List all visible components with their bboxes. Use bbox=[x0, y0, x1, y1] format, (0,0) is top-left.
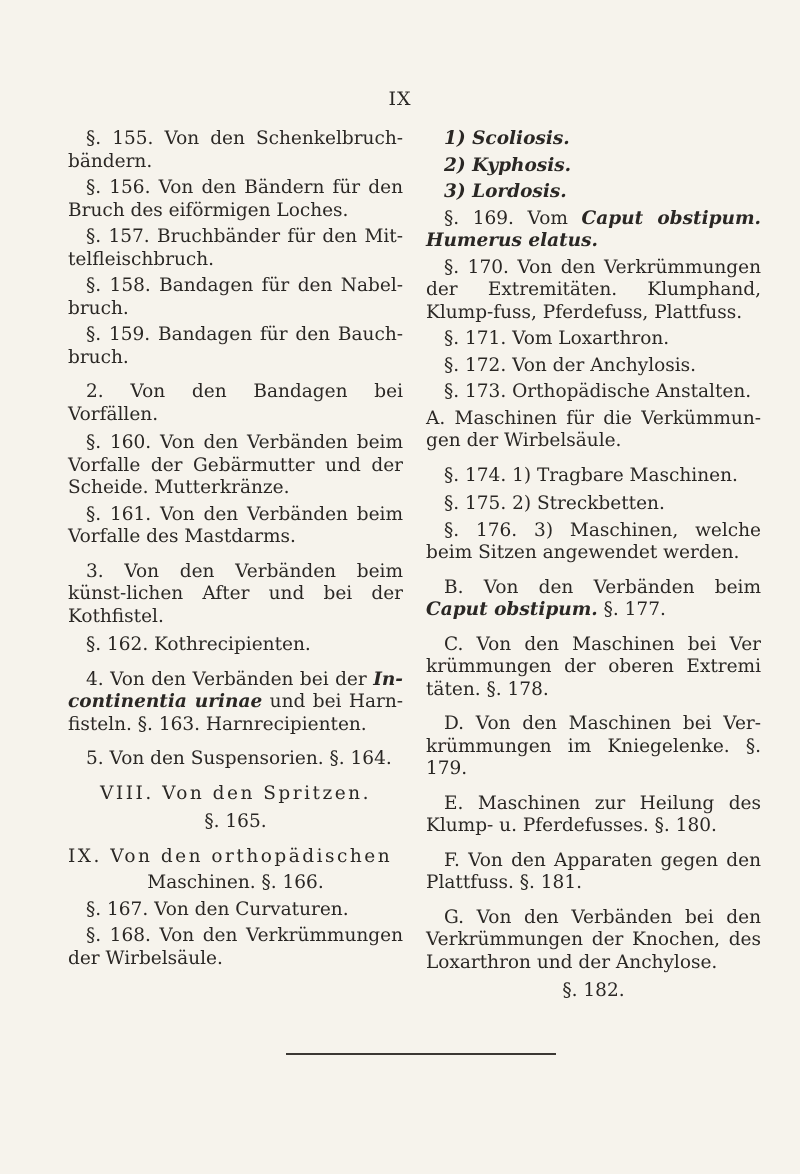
heading-c: C. Von den Maschinen bei Ver krümmungen der oberen Extremi täten. §. 178. bbox=[426, 633, 761, 700]
entry-170: §. 170. Von den Verkrümmungen der Extremitäten. Klumphand, Klump-fuss, Pferdefuss, Plattfuss. bbox=[426, 256, 761, 323]
heading-4-text-b: und bei Harn-fisteln. §. 163. Harnrecipienten. bbox=[68, 691, 403, 735]
entry-172: §. 172. Von der Anchylosis. bbox=[444, 354, 697, 376]
entry-175: §. 175. 2) Streckbetten. bbox=[444, 493, 665, 514]
entry-167: §. 167. Von den Curvaturen. bbox=[86, 898, 349, 920]
heading-3: 3. Von den Verbänden beim künst-lichen After und bei der Kothfistel. bbox=[68, 560, 403, 627]
entry-169-italic: Caput obstipum. Humerus elatus. bbox=[426, 207, 761, 251]
page-number: IX bbox=[388, 88, 412, 110]
heading-2: 2. Von den Bandagen bei Vorfällen. bbox=[68, 381, 403, 425]
heading-4-italic: In-continentia urinae bbox=[68, 668, 403, 712]
section-8-ref: §. 165. bbox=[204, 811, 267, 832]
entry-158: §. 158. Bandagen für den Nabel-bruch. bbox=[68, 275, 403, 319]
left-column bbox=[68, 128, 403, 974]
entry-159: §. 159. Bandagen für den Bauch-bruch. bbox=[68, 324, 403, 368]
list-lordosis: 3) Lordosis. bbox=[444, 181, 567, 202]
heading-b-text-a: B. Von den Verbänden beim bbox=[444, 576, 761, 598]
entry-157: §. 157. Bruchbänder für den Mit-telfleischbruch. bbox=[68, 226, 403, 270]
heading-e: E. Maschinen zur Heilung des Klump- u. Pferdefusses. §. 180. bbox=[426, 792, 761, 836]
list-scoliosis: 1) Scoliosis. bbox=[444, 128, 570, 149]
heading-b bbox=[426, 577, 761, 622]
heading-b-text-b: §. 177. bbox=[603, 599, 666, 620]
heading-g-ref: §. 182. bbox=[562, 980, 625, 1001]
section-9-title: IX. Von den orthopädischen bbox=[68, 845, 393, 867]
list-kyphosis: 2) Kyphosis. bbox=[444, 154, 572, 176]
section-9-ref: Maschinen. §. 166. bbox=[147, 872, 324, 893]
entry-173: §. 173. Orthopädische Anstalten. bbox=[444, 381, 752, 402]
right-column bbox=[426, 128, 761, 1007]
entry-176: §. 176. 3) Maschinen, welche beim Sitzen angewendet werden. bbox=[426, 519, 761, 563]
heading-a: A. Maschinen für die Verkümmun-gen der Wirbelsäule. bbox=[426, 407, 761, 451]
heading-f: F. Von den Apparaten gegen den Plattfuss. §. 181. bbox=[426, 849, 761, 893]
entry-168: §. 168. Von den Verkrümmungen der Wirbelsäule. bbox=[68, 925, 403, 969]
entry-174: §. 174. 1) Tragbare Maschinen. bbox=[444, 464, 738, 486]
entry-169-text: §. 169. Vom bbox=[444, 207, 568, 229]
section-8-title: VIII. Von den Spritzen. bbox=[100, 782, 371, 804]
entry-169 bbox=[426, 208, 761, 253]
entry-161: §. 161. Von den Verbänden beim Vorfalle des Mastdarms. bbox=[68, 503, 403, 547]
entry-160: §. 160. Von den Verbänden beim Vorfalle der Gebärmutter und der Scheide. Mutterkränze. bbox=[68, 432, 403, 498]
heading-b-italic: Caput obstipum. bbox=[426, 599, 598, 620]
heading-g: G. Von den Verbänden bei den Verkrümmungen der Knochen, des Loxarthron und der Anchylose. bbox=[426, 906, 761, 973]
bottom-rule bbox=[286, 1053, 556, 1055]
entry-162: §. 162. Kothrecipienten. bbox=[86, 634, 311, 655]
heading-d: D. Von den Maschinen bei Ver-krümmungen im Kniegelenke. §. 179. bbox=[426, 713, 761, 779]
entry-171: §. 171. Vom Loxarthron. bbox=[444, 328, 670, 349]
entry-156: §. 156. Von den Bändern für den Bruch des eiförmigen Loches. bbox=[68, 177, 403, 221]
entry-155: §. 155. Von den Schenkelbruch-bändern. bbox=[68, 128, 403, 172]
heading-4-text-a: 4. Von den Verbänden bei der bbox=[86, 668, 367, 690]
heading-5: 5. Von den Suspensorien. §. 164. bbox=[86, 748, 392, 769]
heading-4 bbox=[68, 669, 403, 737]
